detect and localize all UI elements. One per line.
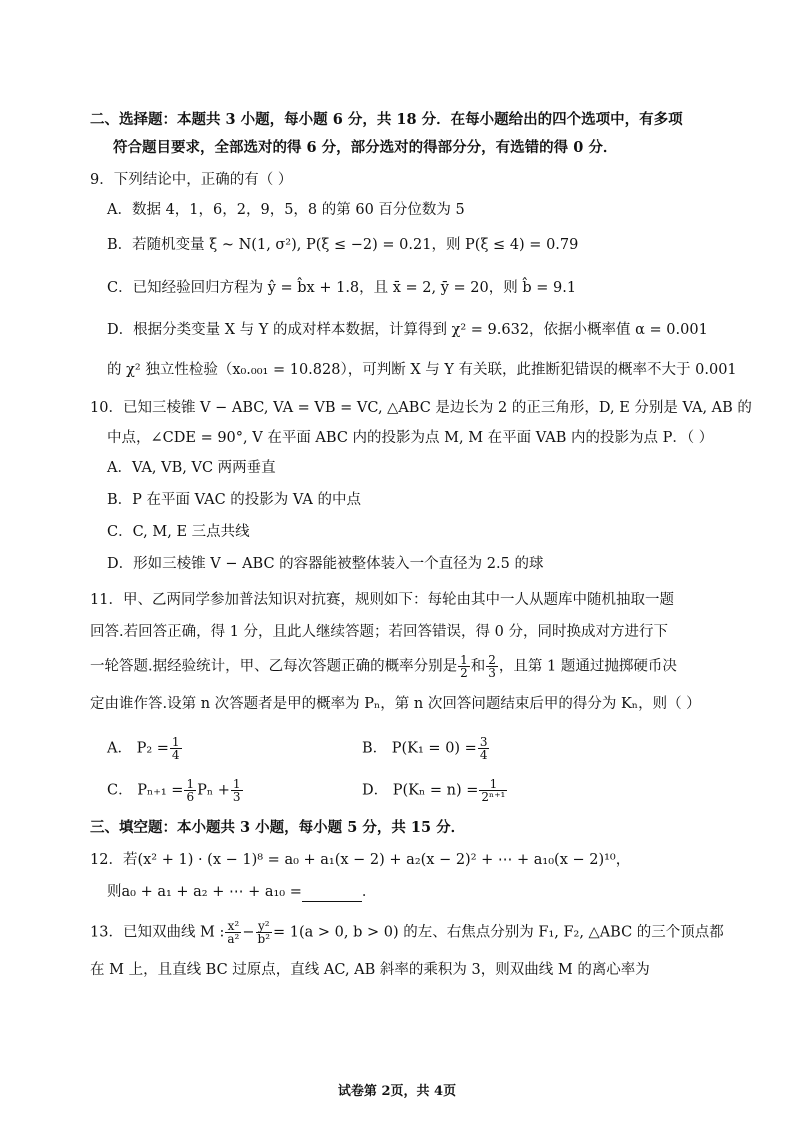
q11-line3-and: 和	[470, 658, 486, 675]
section2-heading-line1: 二、选择题：本题共 3 小题，每小题 6 分，共 18 分．在每小题给出的四个选项中，有多项	[90, 111, 683, 128]
q11-line3-text-b: ，且第 1 题通过抛掷硬币决	[498, 658, 677, 675]
fraction-x-squared-over-a-squared: $\frac{\text{x²}}{\text{a²}}$	[227, 919, 240, 946]
q10-stem-line2: 中点，∠CDE = 90°, V 在平面 ABC 内的投影为点 M, M 在平面 VAB 内的投影为点 P．（ ）	[107, 430, 714, 446]
section2-heading-line2: 符合题目要求，全部选对的得 6 分，部分选对的得部分分，有选错的得 0 分．	[113, 139, 618, 156]
q9-stem: 9．下列结论中，正确的有（ ）	[90, 172, 293, 188]
q13-line1: 13．已知双曲线 M : $\frac{\text{x²}}{\text{a²}}$ − $\frac{\text{y²}}{\text{b²}}$ = 1(a > 0, b > 0) 的左、右焦点分别为 F₁, F₂, △ABC 的三个顶点都	[90, 919, 724, 946]
q11-option-d: D． P(Kₙ = n) = $\frac{1}{\text{2ⁿ⁺¹}}$	[362, 777, 506, 804]
fraction-one-half: $\frac{1}{2}$	[460, 653, 468, 680]
answer-blank	[302, 887, 362, 902]
q9-option-d-line2: 的 χ² 独立性检验（x₀.₀₀₁ = 10.828），可判断 X 与 Y 有关联，此推断犯错误的概率不大于 0.001	[107, 362, 737, 378]
q10-stem-line1: 10．已知三棱锥 V − ABC, VA = VB = VC, △ABC 是边长为 2 的正三角形，D, E 分别是 VA, AB 的	[90, 400, 752, 416]
fraction-two-thirds: $\frac{2}{3}$	[488, 653, 496, 680]
q10-option-b: B．P 在平面 VAC 的投影为 VA 的中点	[107, 492, 361, 508]
q9-option-b: B．若随机变量 ξ ~ N(1, σ²), P(ξ ≤ −2) = 0.21，则 P(ξ ≤ 4) = 0.79	[107, 237, 579, 253]
q13-line2: 在 M 上，且直线 BC 过原点，直线 AC, AB 斜率的乘积为 3，则双曲线 M 的离心率为	[90, 962, 650, 978]
q11-option-b: B． P(K₁ = 0) = $\frac{3}{4}$	[362, 735, 488, 762]
q9-option-c: C．已知经验回归方程为 ŷ = b̂x + 1.8，且 x̄ = 2, ȳ = 20，则 b̂ = 9.1	[107, 280, 577, 296]
section3-heading: 三、填空题：本小题共 3 小题，每小题 5 分，共 15 分．	[90, 819, 466, 836]
q12-line2: 则a₀ + a₁ + a₂ + ⋯ + a₁₀ = ．	[107, 884, 377, 900]
q11-line3	[90, 654, 677, 679]
q11-line4: 定由谁作答.设第 n 次答题者是甲的概率为 Pₙ，第 n 次回答问题结束后甲的得分为 Kₙ，则（ ）	[90, 696, 701, 712]
q11-option-a: A． P₂ = $\frac{1}{4}$	[107, 735, 180, 762]
q10-option-c: C．C, M, E 三点共线	[107, 524, 250, 540]
q11-line1: 11．甲、乙两同学参加普法知识对抗赛，规则如下：每轮由其中一人从题库中随机抽取一题	[90, 592, 674, 608]
q10-option-a: A．VA, VB, VC 两两垂直	[107, 460, 276, 476]
q9-option-a: A．数据 4，1，6，2，9，5，8 的第 60 百分位数为 5	[107, 202, 465, 218]
q12-line1: 12．若(x² + 1) · (x − 1)⁸ = a₀ + a₁(x − 2) + a₂(x − 2)² + ⋯ + a₁₀(x − 2)¹⁰，	[90, 852, 631, 868]
q11-line3-text-a: 一轮答题.据经验统计，甲、乙每次答题正确的概率分别是	[90, 658, 458, 675]
q10-option-d: D．形如三棱锥 V − ABC 的容器能被整体装入一个直径为 2.5 的球	[107, 556, 544, 572]
page-footer: 试卷第 2页，共 4页	[337, 1084, 457, 1099]
q9-option-d-line1: D．根据分类变量 X 与 Y 的成对样本数据，计算得到 χ² = 9.632，依据小概率值 α = 0.001	[107, 322, 708, 338]
fraction-y-squared-over-b-squared: $\frac{\text{y²}}{\text{b²}}$	[257, 919, 271, 946]
q11-line2: 回答.若回答正确，得 1 分，且此人继续答题；若回答错误，得 0 分，同时换成对方进行下	[90, 624, 668, 640]
q11-option-c: C． Pₙ₊₁ = $\frac{1}{6}$ Pₙ + $\frac{1}{3}$	[107, 777, 241, 804]
